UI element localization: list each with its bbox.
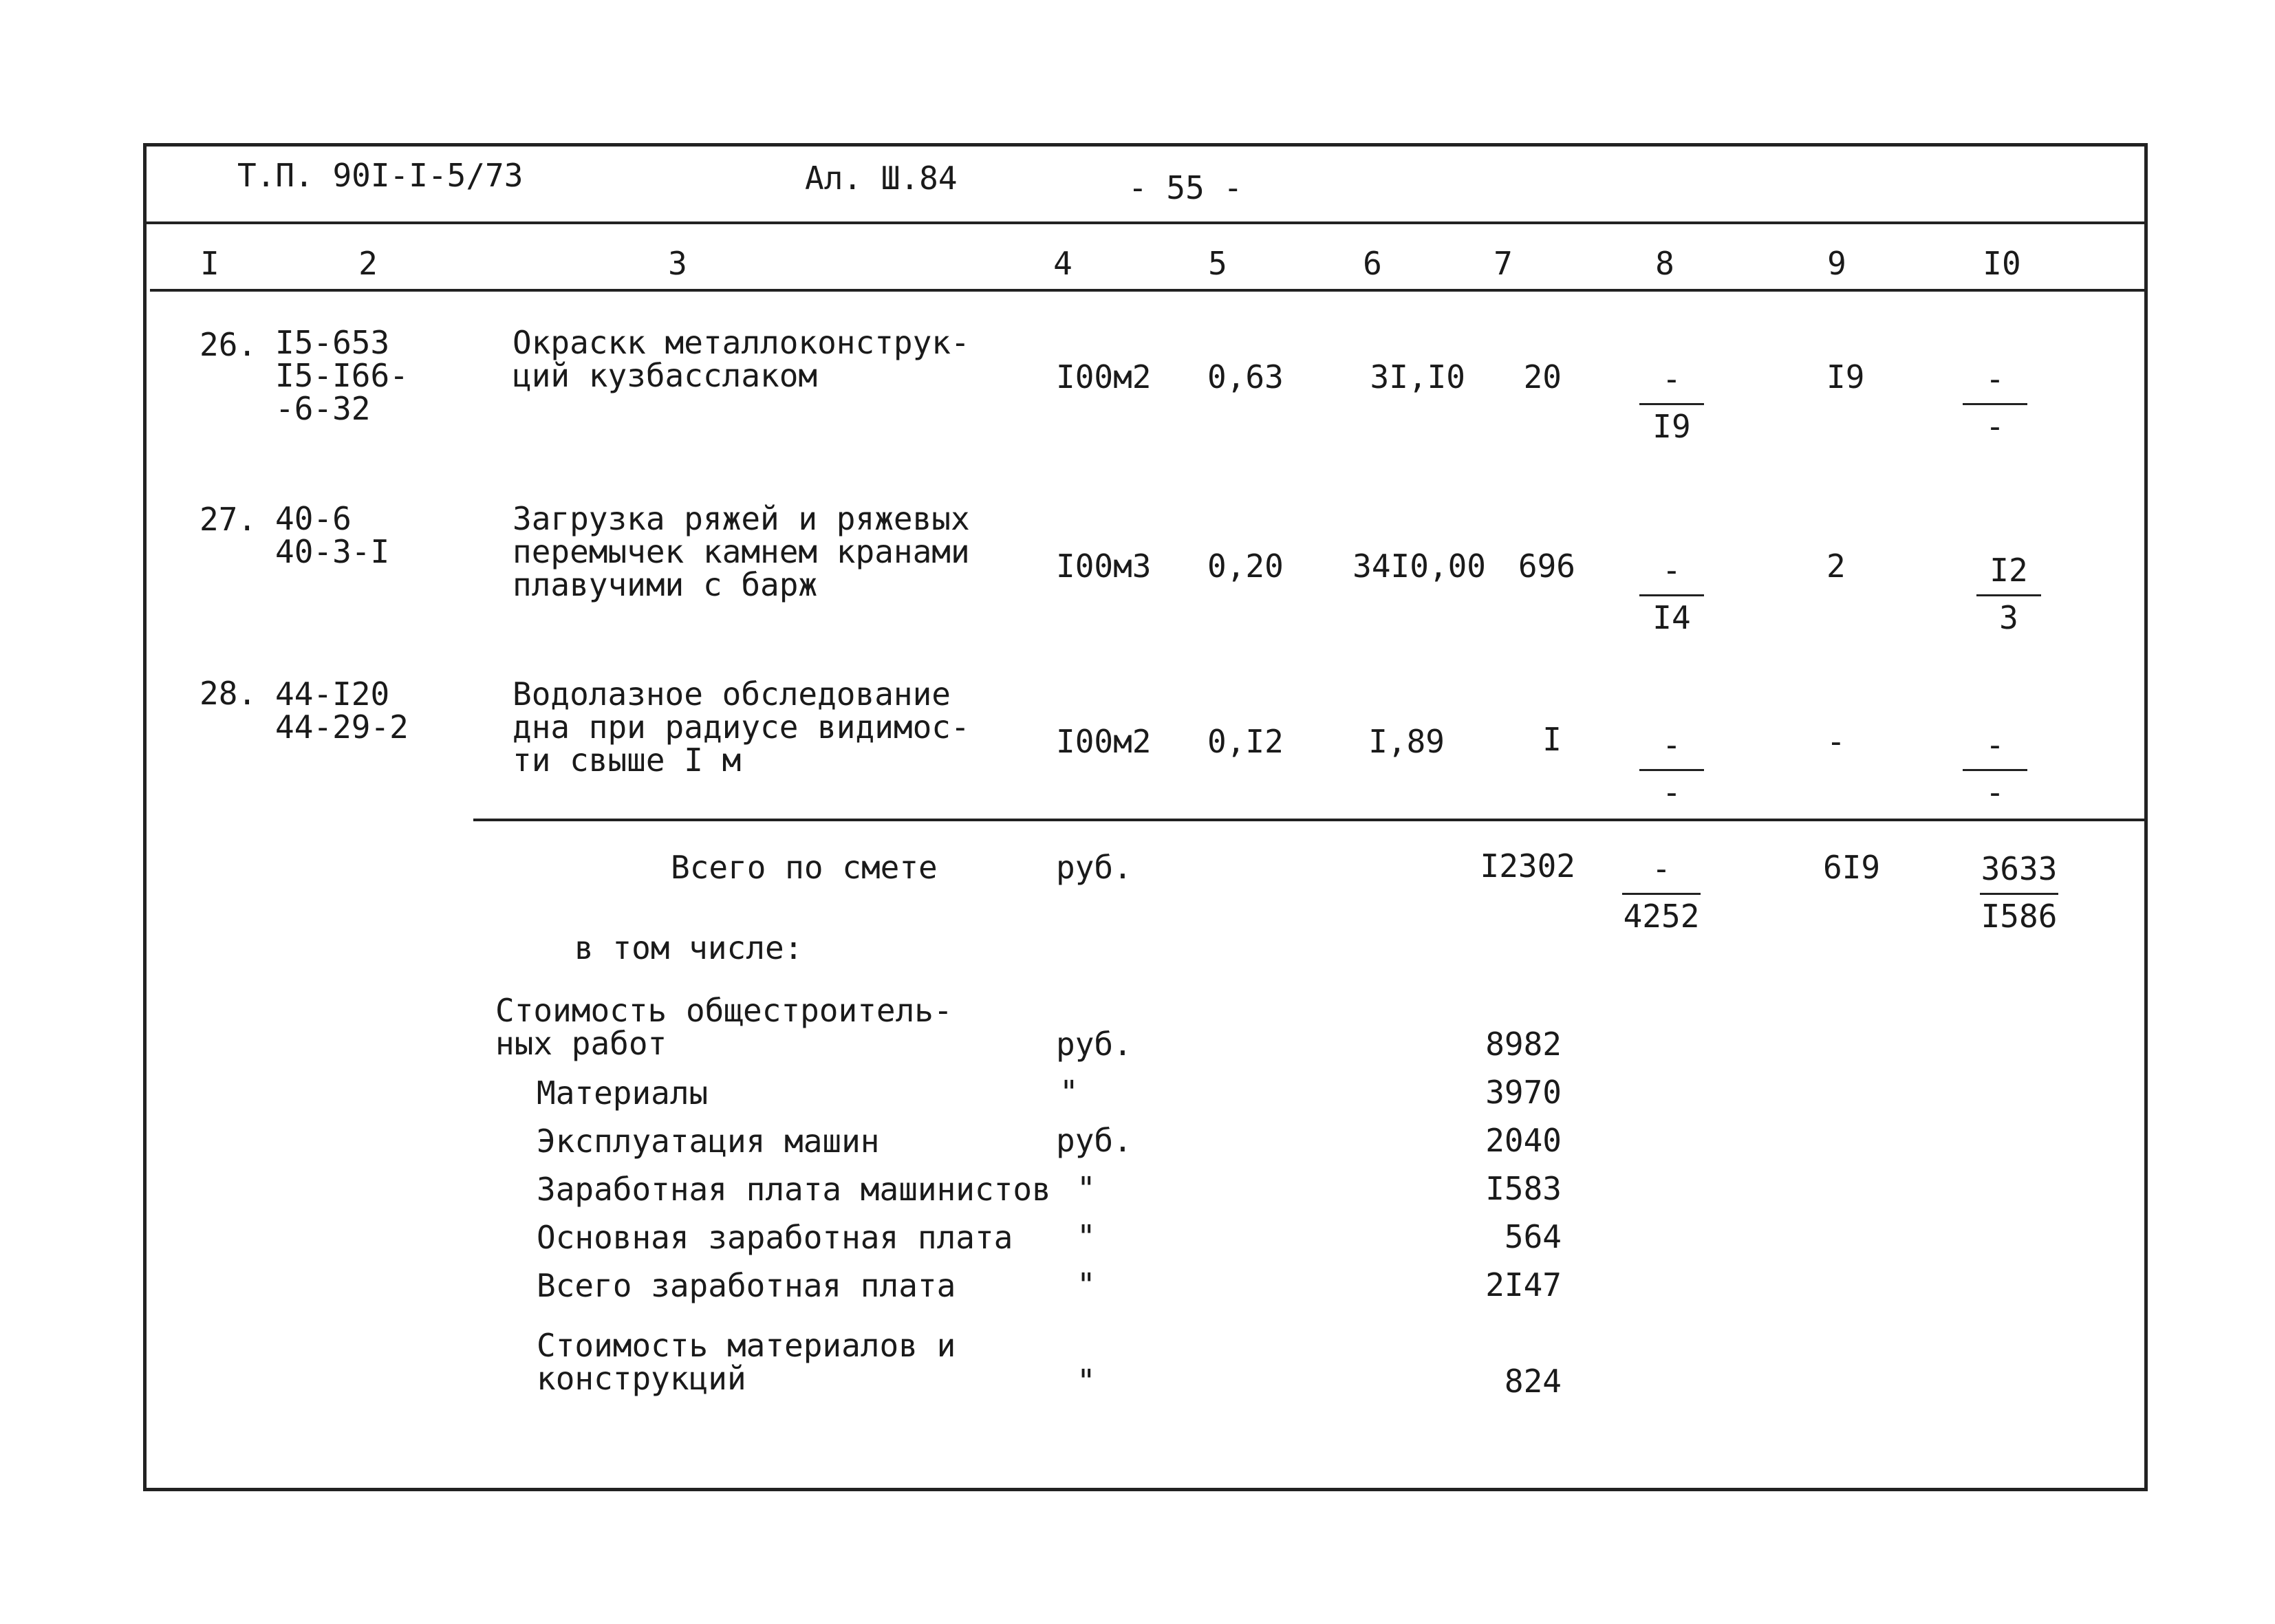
list-item-label: Материалы: [537, 1074, 709, 1112]
total-value: I2302: [1480, 847, 1575, 885]
list-item-label: Стоимость общестроитель- ных работ: [495, 992, 953, 1062]
quantity: 0,63: [1207, 358, 1284, 396]
quantity: 0,I2: [1207, 723, 1284, 760]
total-col9: 6I9: [1823, 849, 1881, 886]
total-col8-fraction: - 4252: [1623, 850, 1700, 935]
column-number: I: [200, 245, 219, 282]
total-cost: 20: [1523, 358, 1562, 396]
column-number: 7: [1494, 245, 1513, 282]
page-frame: [143, 143, 2148, 1491]
total-cost: I: [1542, 721, 1562, 758]
list-item-value: 3970: [1485, 1074, 1562, 1111]
list-item-value: 564: [1504, 1218, 1562, 1255]
total-label: Всего по смете: [671, 849, 938, 886]
column-number: 6: [1363, 245, 1382, 282]
summary-divider: [473, 819, 2145, 821]
column-number: 4: [1053, 245, 1072, 282]
list-item-value: 2I47: [1485, 1266, 1562, 1303]
col9-value: I9: [1826, 358, 1865, 396]
list-item-unit: руб.: [1056, 1026, 1132, 1063]
total-cost: 696: [1518, 548, 1575, 585]
unit: I00м2: [1056, 358, 1152, 396]
page-number: - 55 -: [1128, 169, 1243, 206]
list-item-label: Всего заработная плата: [537, 1267, 956, 1304]
doc-code: Т.П. 90I-I-5/73: [237, 157, 524, 194]
column-number: 9: [1827, 245, 1846, 282]
col9-value: -: [1826, 723, 1846, 760]
norm-codes: 44-I20 44-29-2: [275, 675, 409, 746]
list-item-label: Основная заработная плата: [537, 1219, 1013, 1256]
including-label: в том числе:: [574, 929, 804, 966]
list-item-unit: ": [1077, 1363, 1096, 1400]
row-number: 26.: [200, 326, 257, 363]
quantity: 0,20: [1207, 548, 1284, 585]
col10-fraction: - -: [1950, 363, 2040, 445]
column-number: 3: [668, 245, 687, 282]
col9-value: 2: [1826, 548, 1846, 585]
total-col10-fraction: 3633 I586: [1981, 850, 2058, 935]
list-item-unit: ": [1077, 1170, 1096, 1207]
column-header-divider: [150, 289, 2145, 292]
column-number: I0: [1983, 245, 2021, 282]
column-number: 8: [1655, 245, 1674, 282]
work-description: Водолазное обследование дна при радиусе видимос- ти свыше I м: [513, 675, 970, 779]
list-item-label: Заработная плата машинистов: [537, 1171, 1051, 1208]
list-item-value: 824: [1504, 1363, 1562, 1400]
unit-price: 3I,I0: [1370, 358, 1465, 396]
col10-fraction: - -: [1950, 729, 2040, 811]
album-ref: Ал. Ш.84: [805, 160, 958, 197]
header-divider: [143, 221, 2148, 224]
list-item-unit: ": [1059, 1074, 1079, 1111]
col8-fraction: - -: [1627, 729, 1716, 811]
work-description: Загрузка ряжей и ряжевых перемычек камнем кранами плавучими с барж: [513, 500, 970, 603]
list-item-value: I583: [1485, 1170, 1562, 1207]
col10-fraction: I2 3: [1964, 554, 2053, 636]
row-number: 28.: [200, 675, 257, 712]
col8-fraction: - I9: [1627, 363, 1716, 445]
list-item-unit: ": [1077, 1218, 1096, 1255]
col8-fraction: - I4: [1627, 554, 1716, 636]
list-item-value: 8982: [1485, 1026, 1562, 1063]
column-number: 2: [358, 245, 378, 282]
column-number: 5: [1208, 245, 1227, 282]
row-number: 27.: [200, 501, 257, 538]
unit-price: I,89: [1368, 723, 1445, 760]
norm-codes: I5-653 I5-I66- -6-32: [275, 324, 409, 427]
list-item-unit: руб.: [1056, 1122, 1132, 1159]
list-item-label: Стоимость материалов и конструкций: [537, 1327, 956, 1397]
unit: I00м2: [1056, 723, 1152, 760]
list-item-unit: ": [1077, 1266, 1096, 1303]
unit: I00м3: [1056, 548, 1152, 585]
total-unit: руб.: [1056, 849, 1132, 886]
list-item-label: Эксплуатация машин: [537, 1123, 880, 1160]
work-description: Окраскк металлоконструк- ций кузбасслаком: [513, 324, 970, 394]
list-item-value: 2040: [1485, 1122, 1562, 1159]
unit-price: 34I0,00: [1352, 548, 1486, 585]
norm-codes: 40-6 40-3-I: [275, 500, 390, 570]
